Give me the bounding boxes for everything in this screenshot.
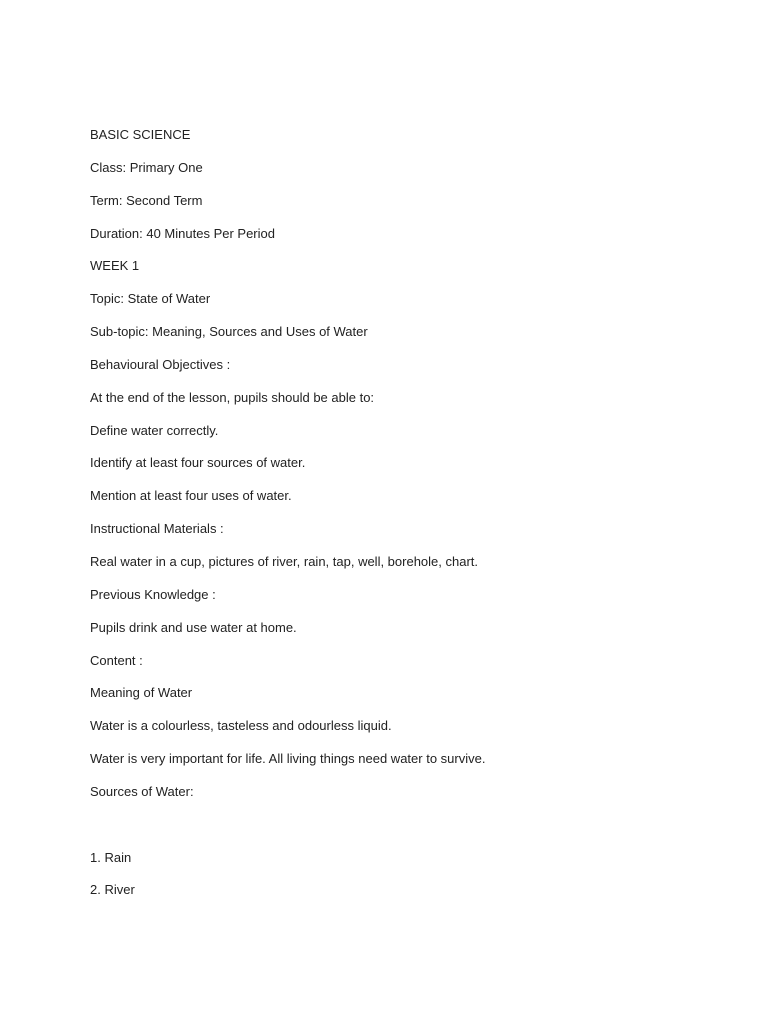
- topic-line: Topic: State of Water: [90, 291, 211, 307]
- content-heading: Content :: [90, 652, 143, 668]
- document-body: [90, 126, 730, 914]
- subtopic-line: Sub-topic: Meaning, Sources and Uses of Water: [90, 324, 368, 340]
- class-line: Class: Primary One: [90, 159, 203, 175]
- previous-knowledge-heading: Previous Knowledge :: [90, 586, 216, 602]
- previous-knowledge-text: Pupils drink and use water at home.: [90, 619, 297, 635]
- source-item: 2. River: [90, 882, 135, 898]
- objective-item: Mention at least four uses of water.: [90, 488, 292, 504]
- materials-text: Real water in a cup, pictures of river, rain, tap, well, borehole, chart.: [90, 553, 479, 569]
- blank-line: [90, 816, 730, 849]
- week-line: WEEK 1: [90, 258, 140, 274]
- materials-heading: Instructional Materials :: [90, 521, 224, 537]
- importance-text: Water is very important for life. All living things need water to survive.: [90, 751, 486, 767]
- objectives-heading: Behavioural Objectives :: [90, 356, 231, 372]
- sources-heading: Sources of Water:: [90, 783, 194, 799]
- meaning-text: Water is a colourless, tasteless and odourless liquid.: [90, 718, 392, 734]
- subject-heading: BASIC SCIENCE: [90, 127, 191, 142]
- objective-item: Define water correctly.: [90, 422, 219, 438]
- objectives-intro: At the end of the lesson, pupils should be able to:: [90, 389, 375, 405]
- source-item: 1. Rain: [90, 849, 132, 865]
- meaning-heading: Meaning of Water: [90, 685, 193, 701]
- objective-item: Identify at least four sources of water.: [90, 455, 306, 471]
- duration-line: Duration: 40 Minutes Per Period: [90, 225, 275, 241]
- term-line: Term: Second Term: [90, 192, 203, 208]
